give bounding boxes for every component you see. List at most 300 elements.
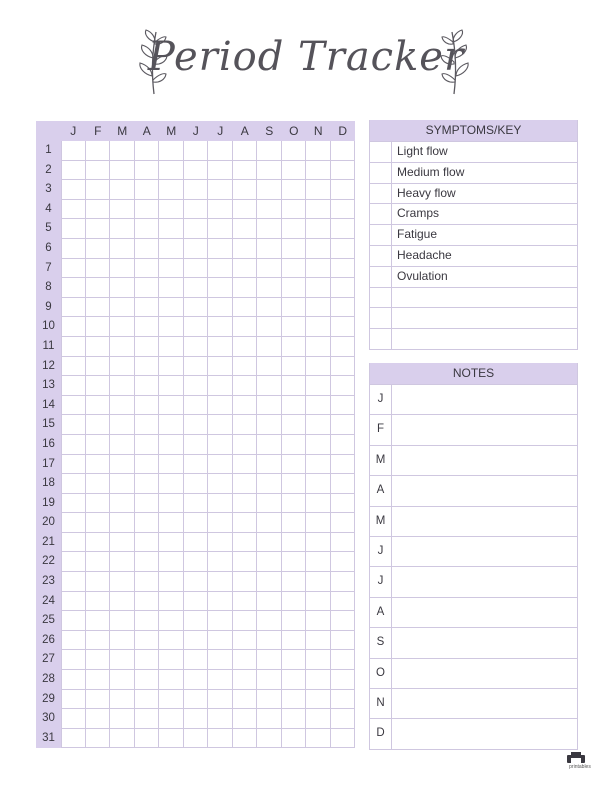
note-line[interactable] <box>392 689 577 718</box>
day-cell[interactable] <box>257 592 282 612</box>
day-cell[interactable] <box>208 631 233 651</box>
day-cell[interactable] <box>61 455 86 475</box>
day-cell[interactable] <box>86 317 111 337</box>
day-cell[interactable] <box>233 729 258 749</box>
day-cell[interactable] <box>233 513 258 533</box>
day-cell[interactable] <box>331 572 356 592</box>
day-cell[interactable] <box>184 278 209 298</box>
day-cell[interactable] <box>208 572 233 592</box>
day-cell[interactable] <box>135 455 160 475</box>
day-cell[interactable] <box>282 650 307 670</box>
day-cell[interactable] <box>208 259 233 279</box>
day-cell[interactable] <box>159 592 184 612</box>
day-cell[interactable] <box>233 435 258 455</box>
day-cell[interactable] <box>306 317 331 337</box>
day-cell[interactable] <box>306 239 331 259</box>
day-cell[interactable] <box>135 415 160 435</box>
day-cell[interactable] <box>233 278 258 298</box>
day-cell[interactable] <box>184 396 209 416</box>
day-cell[interactable] <box>135 631 160 651</box>
day-cell[interactable] <box>110 298 135 318</box>
day-cell[interactable] <box>306 357 331 377</box>
day-cell[interactable] <box>61 357 86 377</box>
day-cell[interactable] <box>159 259 184 279</box>
day-cell[interactable] <box>135 611 160 631</box>
day-cell[interactable] <box>331 670 356 690</box>
day-cell[interactable] <box>86 455 111 475</box>
day-cell[interactable] <box>306 455 331 475</box>
day-cell[interactable] <box>233 180 258 200</box>
day-cell[interactable] <box>257 435 282 455</box>
day-cell[interactable] <box>184 611 209 631</box>
day-cell[interactable] <box>61 396 86 416</box>
day-cell[interactable] <box>257 729 282 749</box>
day-cell[interactable] <box>257 474 282 494</box>
day-cell[interactable] <box>159 239 184 259</box>
day-cell[interactable] <box>135 552 160 572</box>
day-cell[interactable] <box>86 494 111 514</box>
day-cell[interactable] <box>208 376 233 396</box>
day-cell[interactable] <box>86 161 111 181</box>
day-cell[interactable] <box>233 141 258 161</box>
day-cell[interactable] <box>86 592 111 612</box>
day-cell[interactable] <box>208 611 233 631</box>
day-cell[interactable] <box>86 435 111 455</box>
day-cell[interactable] <box>184 533 209 553</box>
day-cell[interactable] <box>61 298 86 318</box>
day-cell[interactable] <box>184 200 209 220</box>
note-line[interactable] <box>392 537 577 566</box>
symptom-color-swatch[interactable] <box>370 267 392 287</box>
day-cell[interactable] <box>61 278 86 298</box>
day-cell[interactable] <box>282 161 307 181</box>
day-cell[interactable] <box>184 180 209 200</box>
day-cell[interactable] <box>233 337 258 357</box>
day-cell[interactable] <box>184 415 209 435</box>
day-cell[interactable] <box>282 592 307 612</box>
day-cell[interactable] <box>233 317 258 337</box>
day-cell[interactable] <box>61 337 86 357</box>
day-cell[interactable] <box>257 180 282 200</box>
day-cell[interactable] <box>86 690 111 710</box>
day-cell[interactable] <box>86 552 111 572</box>
day-cell[interactable] <box>208 337 233 357</box>
day-cell[interactable] <box>282 631 307 651</box>
day-cell[interactable] <box>306 552 331 572</box>
day-cell[interactable] <box>257 396 282 416</box>
day-cell[interactable] <box>61 670 86 690</box>
day-cell[interactable] <box>135 592 160 612</box>
day-cell[interactable] <box>282 494 307 514</box>
day-cell[interactable] <box>208 494 233 514</box>
day-cell[interactable] <box>86 278 111 298</box>
day-cell[interactable] <box>110 572 135 592</box>
day-cell[interactable] <box>331 259 356 279</box>
day-cell[interactable] <box>306 415 331 435</box>
day-cell[interactable] <box>184 572 209 592</box>
day-cell[interactable] <box>61 161 86 181</box>
day-cell[interactable] <box>184 709 209 729</box>
day-cell[interactable] <box>110 435 135 455</box>
day-cell[interactable] <box>159 455 184 475</box>
day-cell[interactable] <box>257 552 282 572</box>
day-cell[interactable] <box>110 690 135 710</box>
day-cell[interactable] <box>184 376 209 396</box>
day-cell[interactable] <box>61 631 86 651</box>
day-cell[interactable] <box>135 278 160 298</box>
day-cell[interactable] <box>331 239 356 259</box>
day-cell[interactable] <box>208 709 233 729</box>
day-cell[interactable] <box>306 298 331 318</box>
day-cell[interactable] <box>282 317 307 337</box>
day-cell[interactable] <box>61 572 86 592</box>
day-cell[interactable] <box>208 533 233 553</box>
day-cell[interactable] <box>61 239 86 259</box>
day-cell[interactable] <box>184 592 209 612</box>
day-cell[interactable] <box>184 552 209 572</box>
day-cell[interactable] <box>86 259 111 279</box>
day-cell[interactable] <box>159 611 184 631</box>
day-cell[interactable] <box>61 180 86 200</box>
symptom-color-swatch[interactable] <box>370 246 392 266</box>
day-cell[interactable] <box>306 200 331 220</box>
day-cell[interactable] <box>282 200 307 220</box>
day-cell[interactable] <box>306 180 331 200</box>
day-cell[interactable] <box>135 376 160 396</box>
day-cell[interactable] <box>184 161 209 181</box>
day-cell[interactable] <box>110 729 135 749</box>
day-cell[interactable] <box>184 259 209 279</box>
day-cell[interactable] <box>61 494 86 514</box>
day-cell[interactable] <box>86 180 111 200</box>
day-cell[interactable] <box>110 592 135 612</box>
day-cell[interactable] <box>135 317 160 337</box>
day-cell[interactable] <box>135 298 160 318</box>
day-cell[interactable] <box>282 474 307 494</box>
day-cell[interactable] <box>282 670 307 690</box>
day-cell[interactable] <box>86 415 111 435</box>
day-cell[interactable] <box>282 278 307 298</box>
day-cell[interactable] <box>110 494 135 514</box>
day-cell[interactable] <box>86 572 111 592</box>
day-cell[interactable] <box>184 219 209 239</box>
day-cell[interactable] <box>184 298 209 318</box>
note-line[interactable] <box>392 446 577 475</box>
day-cell[interactable] <box>208 729 233 749</box>
day-cell[interactable] <box>233 474 258 494</box>
day-cell[interactable] <box>233 455 258 475</box>
day-cell[interactable] <box>159 435 184 455</box>
day-cell[interactable] <box>86 631 111 651</box>
day-cell[interactable] <box>110 376 135 396</box>
day-cell[interactable] <box>61 592 86 612</box>
day-cell[interactable] <box>257 513 282 533</box>
day-cell[interactable] <box>61 200 86 220</box>
note-line[interactable] <box>392 628 577 657</box>
day-cell[interactable] <box>61 690 86 710</box>
day-cell[interactable] <box>331 455 356 475</box>
day-cell[interactable] <box>233 572 258 592</box>
day-cell[interactable] <box>282 611 307 631</box>
day-cell[interactable] <box>257 278 282 298</box>
day-cell[interactable] <box>331 219 356 239</box>
day-cell[interactable] <box>184 690 209 710</box>
day-cell[interactable] <box>331 376 356 396</box>
day-cell[interactable] <box>135 259 160 279</box>
day-cell[interactable] <box>257 259 282 279</box>
day-cell[interactable] <box>331 161 356 181</box>
day-cell[interactable] <box>331 729 356 749</box>
day-cell[interactable] <box>233 298 258 318</box>
day-cell[interactable] <box>159 161 184 181</box>
day-cell[interactable] <box>61 513 86 533</box>
day-cell[interactable] <box>331 592 356 612</box>
day-cell[interactable] <box>282 435 307 455</box>
day-cell[interactable] <box>159 376 184 396</box>
day-cell[interactable] <box>257 650 282 670</box>
day-cell[interactable] <box>331 552 356 572</box>
day-cell[interactable] <box>208 552 233 572</box>
day-cell[interactable] <box>233 552 258 572</box>
day-cell[interactable] <box>282 259 307 279</box>
day-cell[interactable] <box>61 709 86 729</box>
day-cell[interactable] <box>306 219 331 239</box>
day-cell[interactable] <box>306 729 331 749</box>
day-cell[interactable] <box>184 650 209 670</box>
day-cell[interactable] <box>159 200 184 220</box>
day-cell[interactable] <box>159 474 184 494</box>
day-cell[interactable] <box>208 357 233 377</box>
day-cell[interactable] <box>208 415 233 435</box>
day-cell[interactable] <box>306 396 331 416</box>
day-cell[interactable] <box>61 376 86 396</box>
day-cell[interactable] <box>257 317 282 337</box>
day-cell[interactable] <box>331 337 356 357</box>
day-cell[interactable] <box>282 239 307 259</box>
day-cell[interactable] <box>110 180 135 200</box>
day-cell[interactable] <box>233 259 258 279</box>
day-cell[interactable] <box>306 337 331 357</box>
day-cell[interactable] <box>282 513 307 533</box>
day-cell[interactable] <box>61 611 86 631</box>
day-cell[interactable] <box>208 650 233 670</box>
day-cell[interactable] <box>282 396 307 416</box>
day-cell[interactable] <box>257 376 282 396</box>
day-cell[interactable] <box>257 455 282 475</box>
day-cell[interactable] <box>61 259 86 279</box>
day-cell[interactable] <box>257 298 282 318</box>
day-cell[interactable] <box>208 670 233 690</box>
day-cell[interactable] <box>208 474 233 494</box>
day-cell[interactable] <box>306 690 331 710</box>
day-cell[interactable] <box>110 533 135 553</box>
day-cell[interactable] <box>86 141 111 161</box>
day-cell[interactable] <box>208 278 233 298</box>
day-cell[interactable] <box>331 435 356 455</box>
day-cell[interactable] <box>306 513 331 533</box>
day-cell[interactable] <box>282 180 307 200</box>
day-cell[interactable] <box>86 670 111 690</box>
note-line[interactable] <box>392 507 577 536</box>
day-cell[interactable] <box>282 729 307 749</box>
day-cell[interactable] <box>184 729 209 749</box>
day-cell[interactable] <box>159 670 184 690</box>
day-cell[interactable] <box>110 317 135 337</box>
day-cell[interactable] <box>306 709 331 729</box>
day-cell[interactable] <box>159 631 184 651</box>
day-cell[interactable] <box>233 219 258 239</box>
day-cell[interactable] <box>306 474 331 494</box>
day-cell[interactable] <box>233 494 258 514</box>
note-line[interactable] <box>392 476 577 505</box>
day-cell[interactable] <box>159 278 184 298</box>
day-cell[interactable] <box>184 141 209 161</box>
day-cell[interactable] <box>306 376 331 396</box>
day-cell[interactable] <box>110 709 135 729</box>
day-cell[interactable] <box>208 298 233 318</box>
symptom-color-swatch[interactable] <box>370 288 392 308</box>
day-cell[interactable] <box>257 533 282 553</box>
day-cell[interactable] <box>135 474 160 494</box>
day-cell[interactable] <box>282 219 307 239</box>
day-cell[interactable] <box>110 141 135 161</box>
day-cell[interactable] <box>208 239 233 259</box>
note-line[interactable] <box>392 415 577 444</box>
day-cell[interactable] <box>208 180 233 200</box>
day-cell[interactable] <box>110 161 135 181</box>
day-cell[interactable] <box>159 415 184 435</box>
day-cell[interactable] <box>135 396 160 416</box>
day-cell[interactable] <box>208 219 233 239</box>
day-cell[interactable] <box>257 239 282 259</box>
day-cell[interactable] <box>331 709 356 729</box>
day-cell[interactable] <box>110 259 135 279</box>
day-cell[interactable] <box>159 729 184 749</box>
day-cell[interactable] <box>257 415 282 435</box>
day-cell[interactable] <box>159 650 184 670</box>
day-cell[interactable] <box>331 396 356 416</box>
day-cell[interactable] <box>208 455 233 475</box>
day-cell[interactable] <box>159 141 184 161</box>
symptom-color-swatch[interactable] <box>370 184 392 204</box>
day-cell[interactable] <box>306 141 331 161</box>
day-cell[interactable] <box>208 690 233 710</box>
day-cell[interactable] <box>135 709 160 729</box>
day-cell[interactable] <box>61 533 86 553</box>
day-cell[interactable] <box>135 513 160 533</box>
day-cell[interactable] <box>306 592 331 612</box>
day-cell[interactable] <box>306 435 331 455</box>
day-cell[interactable] <box>135 435 160 455</box>
day-cell[interactable] <box>110 200 135 220</box>
symptom-color-swatch[interactable] <box>370 225 392 245</box>
day-cell[interactable] <box>110 396 135 416</box>
day-cell[interactable] <box>208 435 233 455</box>
day-cell[interactable] <box>257 357 282 377</box>
day-cell[interactable] <box>86 239 111 259</box>
day-cell[interactable] <box>86 533 111 553</box>
day-cell[interactable] <box>233 357 258 377</box>
day-cell[interactable] <box>331 317 356 337</box>
symptom-color-swatch[interactable] <box>370 308 392 328</box>
day-cell[interactable] <box>282 415 307 435</box>
day-cell[interactable] <box>257 670 282 690</box>
day-cell[interactable] <box>257 572 282 592</box>
day-cell[interactable] <box>61 219 86 239</box>
day-cell[interactable] <box>110 513 135 533</box>
day-cell[interactable] <box>233 650 258 670</box>
day-cell[interactable] <box>135 200 160 220</box>
day-cell[interactable] <box>159 690 184 710</box>
day-cell[interactable] <box>110 239 135 259</box>
day-cell[interactable] <box>110 474 135 494</box>
day-cell[interactable] <box>61 141 86 161</box>
day-cell[interactable] <box>306 650 331 670</box>
day-cell[interactable] <box>282 337 307 357</box>
day-cell[interactable] <box>86 474 111 494</box>
day-cell[interactable] <box>306 161 331 181</box>
day-cell[interactable] <box>331 180 356 200</box>
day-cell[interactable] <box>282 572 307 592</box>
day-cell[interactable] <box>306 278 331 298</box>
day-cell[interactable] <box>159 552 184 572</box>
day-cell[interactable] <box>110 631 135 651</box>
day-cell[interactable] <box>159 709 184 729</box>
day-cell[interactable] <box>331 278 356 298</box>
day-cell[interactable] <box>184 513 209 533</box>
day-cell[interactable] <box>233 533 258 553</box>
day-cell[interactable] <box>61 415 86 435</box>
day-cell[interactable] <box>282 552 307 572</box>
day-cell[interactable] <box>159 357 184 377</box>
day-cell[interactable] <box>184 317 209 337</box>
day-cell[interactable] <box>306 533 331 553</box>
day-cell[interactable] <box>110 455 135 475</box>
day-cell[interactable] <box>208 161 233 181</box>
day-cell[interactable] <box>135 572 160 592</box>
day-cell[interactable] <box>282 709 307 729</box>
day-cell[interactable] <box>135 670 160 690</box>
day-cell[interactable] <box>86 357 111 377</box>
day-cell[interactable] <box>110 415 135 435</box>
day-cell[interactable] <box>184 239 209 259</box>
day-cell[interactable] <box>208 592 233 612</box>
symptom-color-swatch[interactable] <box>370 142 392 162</box>
day-cell[interactable] <box>135 650 160 670</box>
symptom-color-swatch[interactable] <box>370 163 392 183</box>
day-cell[interactable] <box>282 357 307 377</box>
day-cell[interactable] <box>306 572 331 592</box>
day-cell[interactable] <box>159 298 184 318</box>
day-cell[interactable] <box>184 494 209 514</box>
day-cell[interactable] <box>233 631 258 651</box>
day-cell[interactable] <box>135 180 160 200</box>
day-cell[interactable] <box>282 376 307 396</box>
day-cell[interactable] <box>184 474 209 494</box>
day-cell[interactable] <box>331 415 356 435</box>
day-cell[interactable] <box>110 278 135 298</box>
note-line[interactable] <box>392 385 577 414</box>
day-cell[interactable] <box>331 611 356 631</box>
day-cell[interactable] <box>61 317 86 337</box>
day-cell[interactable] <box>233 690 258 710</box>
day-cell[interactable] <box>135 161 160 181</box>
day-cell[interactable] <box>135 141 160 161</box>
day-cell[interactable] <box>86 396 111 416</box>
day-cell[interactable] <box>86 219 111 239</box>
day-cell[interactable] <box>86 729 111 749</box>
note-line[interactable] <box>392 719 577 748</box>
